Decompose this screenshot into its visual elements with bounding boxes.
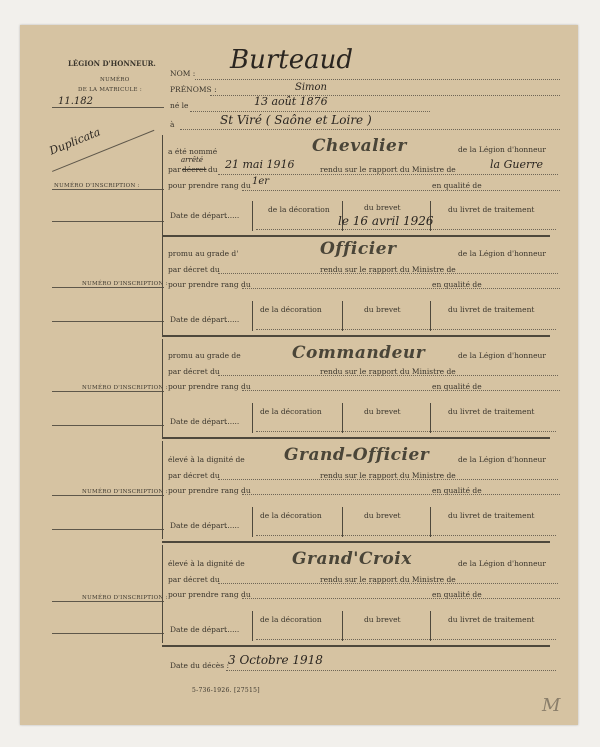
commandeur-livret: du livret de traitement: [448, 407, 535, 416]
grand-officier-rang: pour prendre rang du: [168, 486, 251, 495]
ne-value: 13 août 1876: [254, 95, 328, 108]
officier-title: Officier: [320, 239, 397, 259]
chevalier-depart: Date de départ: [170, 211, 228, 220]
grand-croix-title: Grand'Croix: [292, 549, 412, 569]
nom-label: NOM :: [170, 69, 196, 78]
commandeur-legion: de la Légion d'honneur: [458, 351, 546, 360]
chevalier-rapport: rendu sur le rapport du Ministre de: [320, 165, 456, 174]
officier-brevet: du brevet: [364, 305, 401, 314]
chevalier-decret-value: 21 mai 1916: [225, 158, 295, 171]
chevalier-par-struck: décret: [182, 165, 207, 174]
grand-croix-livret: du livret de traitement: [448, 615, 535, 624]
prenoms-value: Simon: [295, 82, 327, 93]
commandeur-rang: pour prendre rang du: [168, 382, 251, 391]
matricule-value: 11.182: [58, 96, 93, 107]
commandeur-rapport: rendu sur le rapport du Ministre de: [320, 367, 456, 376]
officier-livret: du livret de traitement: [448, 305, 535, 314]
grand-officier-rapport: rendu sur le rapport du Ministre de: [320, 471, 456, 480]
grand-croix-intro: élevé à la dignité de: [168, 559, 245, 568]
prenoms-label: PRÉNOMS :: [170, 85, 217, 94]
grand-officier-par-decret: par décret du: [168, 471, 220, 480]
grand-officier-qualite: en qualité de: [432, 486, 482, 495]
officier-rapport: rendu sur le rapport du Ministre de: [320, 265, 456, 274]
inscription-label-2: NUMÉRO D'INSCRIPTION :: [82, 281, 168, 287]
inscription-label-5: NUMÉRO D'INSCRIPTION :: [82, 595, 168, 601]
org-title: LÉGION D'HONNEUR.: [68, 59, 156, 68]
grand-croix-depart: Date de départ: [170, 625, 228, 634]
corner-mark: M: [542, 695, 561, 716]
inscription-label-3: NUMÉRO D'INSCRIPTION :: [82, 385, 168, 391]
grand-officier-title: Grand-Officier: [284, 445, 430, 465]
officier-par-decret: par décret du: [168, 265, 220, 274]
grand-officier-depart: Date de départ: [170, 521, 228, 530]
grand-croix-par-decret: par décret du: [168, 575, 220, 584]
officier-depart: Date de départ: [170, 315, 228, 324]
grand-officier-brevet: du brevet: [364, 511, 401, 520]
deces-label: Date du décès :: [170, 661, 229, 670]
grand-croix-rang: pour prendre rang du: [168, 590, 251, 599]
duplicata-mark: Duplicata: [47, 125, 103, 158]
commandeur-brevet: du brevet: [364, 407, 401, 416]
grand-officier-intro: élevé à la dignité de: [168, 455, 245, 464]
officier-decoration: de la décoration: [260, 305, 322, 314]
chevalier-brevet-value: le 16 avril 1926: [338, 214, 434, 228]
commandeur-qualite: en qualité de: [432, 382, 482, 391]
chevalier-title: Chevalier: [312, 136, 407, 156]
commandeur-intro: promu au grade de: [168, 351, 241, 360]
chevalier-legion: de la Légion d'honneur: [458, 145, 546, 154]
chevalier-decoration: de la décoration: [268, 205, 330, 214]
grand-croix-brevet: du brevet: [364, 615, 401, 624]
grand-croix-decoration: de la décoration: [260, 615, 322, 624]
matricule-label: DE LA MATRICULE :: [78, 87, 143, 93]
officier-rang: pour prendre rang du: [168, 280, 251, 289]
nom-value: Burteaud: [230, 45, 354, 75]
ne-label: né le: [170, 101, 189, 110]
grand-officier-livret: du livret de traitement: [448, 511, 535, 520]
commandeur-decoration: de la décoration: [260, 407, 322, 416]
chevalier-ministre-value: la Guerre: [490, 158, 543, 171]
chevalier-qualite: en qualité de: [432, 181, 482, 190]
commandeur-depart: Date de départ: [170, 417, 228, 426]
dossier-sheet: LÉGION D'HONNEUR. NUMÉRO DE LA MATRICULE : 11.182 Duplicata NOM : Burteaud PRÉNOMS : Simon né le 13 août 1876 à St Viré ( Saône et Loire ) NUMÉRO D'INSCRIPTION : NUMÉRO D'INSCRIPTION : NUMÉRO D'INSCRIPTION : NUMÉRO D'INSCRIPTION : NUMÉRO D'INSCRIPTION : a été nommé Chevalier de la Légion d'honneur par décret arrêté du 21 mai 1916 rendu sur le rapport du Ministre de la Guerre pour prendre rang du 1er en qualité de Date de départ ...... de la décoration du brevet du livret de traitement le 16 avril 1926 promu au grade d' Officier de la Légion d'honneur par décret du rendu sur le rapport du Ministre de pour prendre rang du en qualité de Date de départ ...... de la décoration du brevet du livret de traitement promu au grade de Commandeur de la Légion d'honneur par décret du rendu sur le rapport du Ministre de pour prendre rang du en qualité de Date de départ ...... de la décoration du brevet du livret de traitement élevé à la dignité de Grand-Officier de la Légion d'honneur par décret du rendu sur le rapport du Ministre de pour prendre rang du en qualité de Date de départ ...... de la décoration du brevet du livret de traitement élevé à la dignité de Grand'Croix de la Légion d'honneur par décret du rendu sur le rapport du Ministre de pour prendre rang du en qualité de Date de départ ...... de la décoration du brevet du livret de traitement Date du décès : 3 Octobre 1918 5-736-1926. [27515] M: [20, 25, 578, 725]
chevalier-rang: pour prendre rang du: [168, 181, 251, 190]
grand-officier-decoration: de la décoration: [260, 511, 322, 520]
lieu-value: St Viré ( Saône et Loire ): [220, 113, 372, 127]
chevalier-par-prefix: par: [168, 165, 181, 174]
officier-legion: de la Légion d'honneur: [458, 249, 546, 258]
numero-label: NUMÉRO: [100, 77, 130, 83]
deces-value: 3 Octobre 1918: [228, 653, 323, 667]
chevalier-intro: a été nommé: [168, 147, 218, 156]
chevalier-livret: du livret de traitement: [448, 205, 535, 214]
grand-croix-legion: de la Légion d'honneur: [458, 559, 546, 568]
commandeur-par-decret: par décret du: [168, 367, 220, 376]
chevalier-rang-value: 1er: [252, 176, 270, 187]
commandeur-title: Commandeur: [292, 343, 426, 363]
grand-croix-rapport: rendu sur le rapport du Ministre de: [320, 575, 456, 584]
officier-qualite: en qualité de: [432, 280, 482, 289]
inscription-label-1: NUMÉRO D'INSCRIPTION :: [54, 183, 140, 189]
officier-intro: promu au grade d': [168, 249, 239, 258]
inscription-label-4: NUMÉRO D'INSCRIPTION :: [82, 489, 168, 495]
lieu-label: à: [170, 120, 175, 129]
chevalier-brevet: du brevet: [364, 203, 401, 212]
grand-officier-legion: de la Légion d'honneur: [458, 455, 546, 464]
chevalier-par-added: arrêté: [181, 156, 203, 164]
print-reference: 5-736-1926. [27515]: [192, 687, 260, 694]
grand-croix-qualite: en qualité de: [432, 590, 482, 599]
